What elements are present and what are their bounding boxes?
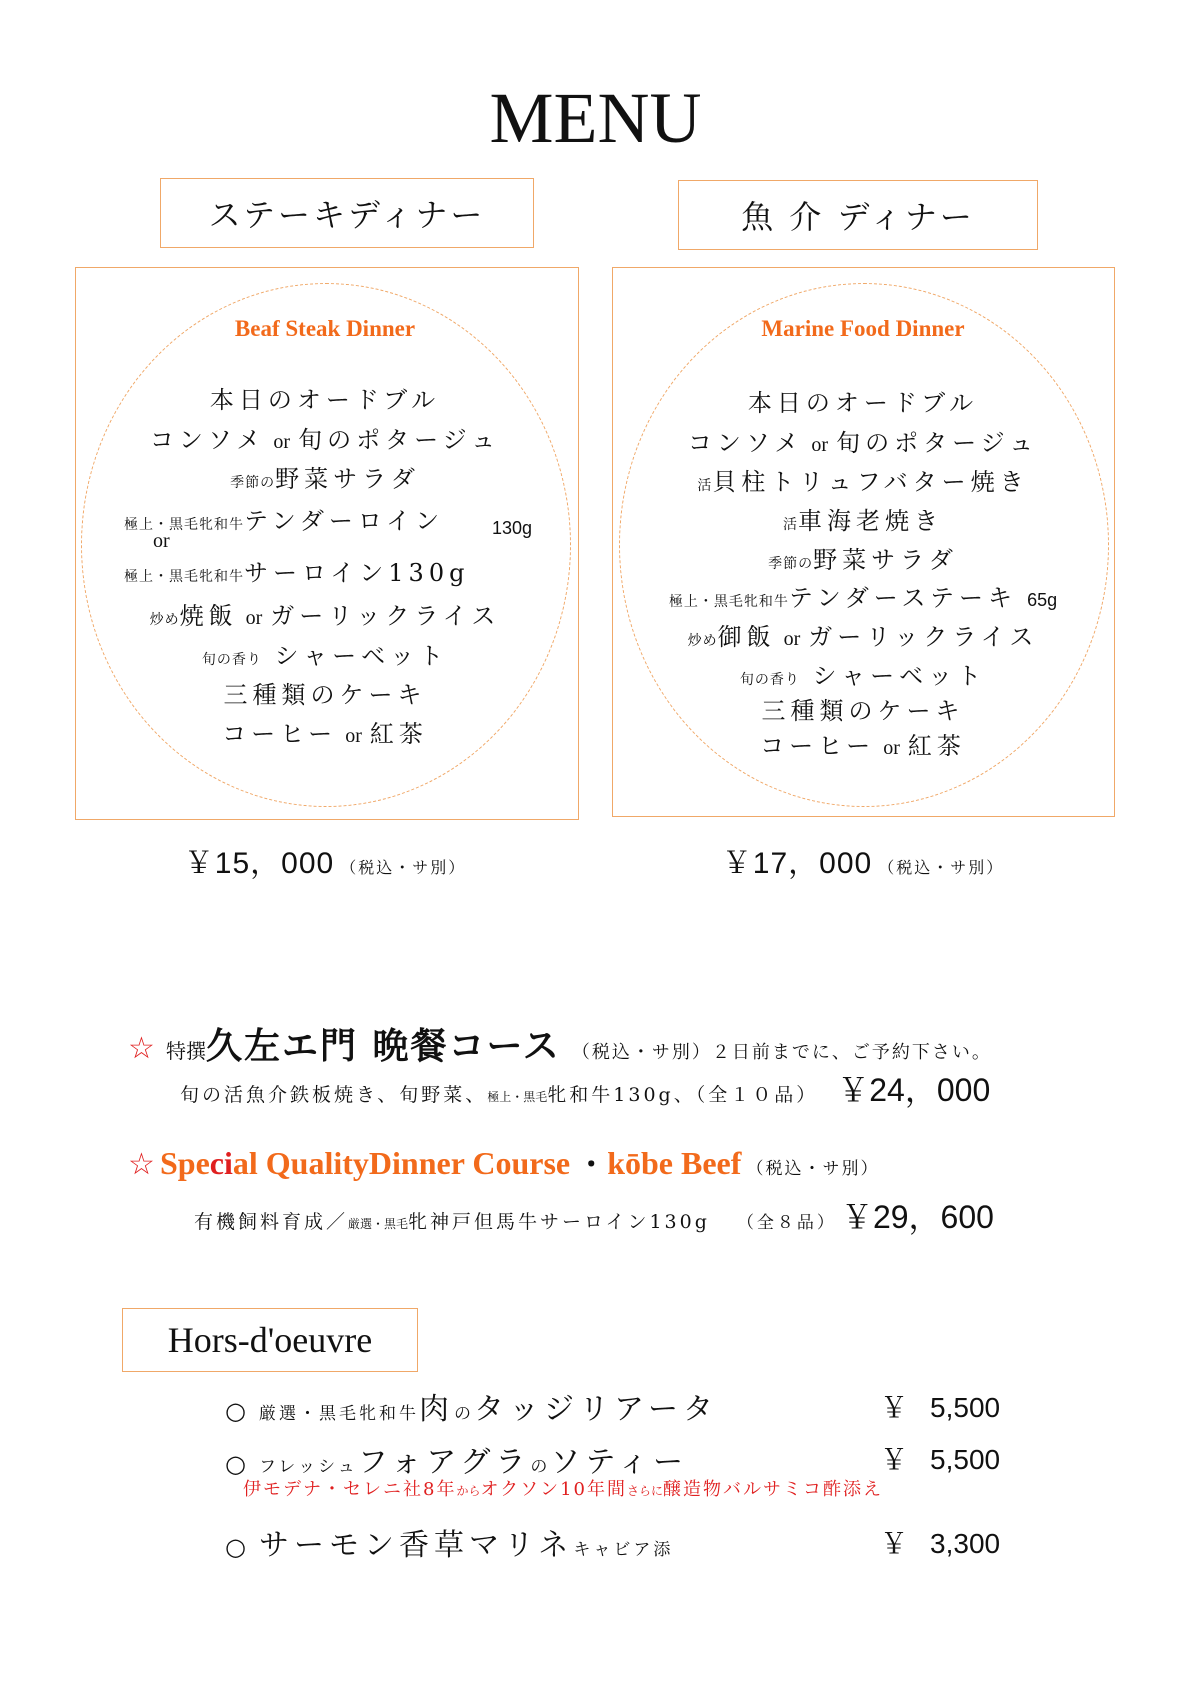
- marine-price: ￥17，000 （税込・サ別）: [721, 847, 1005, 880]
- steak-price: ￥15，000 （税込・サ別）: [183, 847, 467, 880]
- kyuzaemon-course-title: ☆ 特撰久左エ門 晩餐コース （税込・サ別）２日前までに、ご予約下さい。: [128, 1026, 992, 1067]
- hors-doeuvre-header: Hors-d'oeuvre: [122, 1308, 418, 1372]
- steak-item-weight: 130g: [492, 518, 533, 538]
- steak-item-sherbet: 旬の香り シャーベット: [201, 642, 449, 670]
- special-course-desc: 有機飼料育成／厳選・黒毛牝神戸但馬牛サーロイン130g （全８品） ￥29，600: [194, 1199, 994, 1235]
- star-icon: ☆: [128, 1147, 155, 1182]
- steak-item-cake: 三種類のケーキ: [223, 681, 427, 709]
- hors-item-salmon-price: ￥ 3,300: [880, 1528, 1001, 1559]
- steak-item-soup: コンソメ or 旬のポタージュ: [149, 426, 501, 454]
- page-title: MENU: [489, 78, 702, 158]
- kyuzaemon-course-desc: 旬の活魚介鉄板焼き、旬野菜、極上・黒毛牝和牛130g、（全１０品） ￥24，000: [180, 1072, 991, 1108]
- hors-item-foiegras-price: ￥ 5,500: [880, 1444, 1001, 1475]
- steak-item-tenderloin: 極上・黒毛牝和牛テンダーロイン: [124, 507, 445, 535]
- steak-item-or: or: [153, 530, 170, 552]
- marine-item-hors: 本日のオードブル: [747, 389, 979, 417]
- steak-item-rice: 炒め焼飯 or ガーリックライス: [149, 602, 501, 630]
- marine-item-steak: 極上・黒毛牝和牛テンダーステーキ 65g: [668, 584, 1058, 612]
- hors-item-tagliata-price: ￥ 5,500: [880, 1392, 1001, 1423]
- marine-item-cake: 三種類のケーキ: [761, 697, 965, 725]
- marine-item-soup: コンソメ or 旬のポタージュ: [687, 429, 1039, 457]
- marine-item-sherbet: 旬の香り シャーベット: [739, 662, 987, 690]
- star-icon: ☆: [128, 1031, 155, 1066]
- marine-item-drink: コーヒー or 紅茶: [760, 732, 966, 760]
- steak-item-salad: 季節の野菜サラダ: [230, 465, 420, 493]
- steak-course-title: Beaf Steak Dinner: [234, 316, 416, 341]
- hors-item-foiegras: ○ フレッシュフォアグラのソティー: [225, 1445, 688, 1480]
- hors-item-foiegras-note: 伊モデナ・セレニ社8年からオクソン10年間さらに醸造物バルサミコ酢添え: [243, 1479, 884, 1500]
- steak-dinner-header: ステーキディナー: [160, 178, 534, 248]
- steak-item-sirloin: 極上・黒毛牝和牛サーロイン130g: [124, 559, 470, 587]
- special-course-title: ☆ Special QualityDinner Course ・kōbe Beef （税込・サ別）: [128, 1145, 880, 1182]
- marine-item-salad: 季節の野菜サラダ: [768, 546, 958, 574]
- marine-item-prawn: 活車海老焼き: [783, 507, 943, 535]
- hors-item-salmon: ○ サーモン香草マリネキャビア添: [225, 1528, 674, 1563]
- marine-dinner-header: 魚 介 ディナー: [678, 180, 1038, 250]
- marine-item-scallop: 活貝柱トリュフバター焼き: [697, 468, 1029, 496]
- hors-item-tagliata: ○ 厳選・黒毛牝和牛肉のタッジリアータ: [225, 1392, 719, 1427]
- marine-course-title: Marine Food Dinner: [761, 316, 965, 341]
- marine-item-rice: 炒め御飯 or ガーリックライス: [687, 623, 1039, 651]
- steak-item-hors: 本日のオードブル: [209, 386, 441, 414]
- steak-item-drink: コーヒー or 紅茶: [222, 720, 428, 748]
